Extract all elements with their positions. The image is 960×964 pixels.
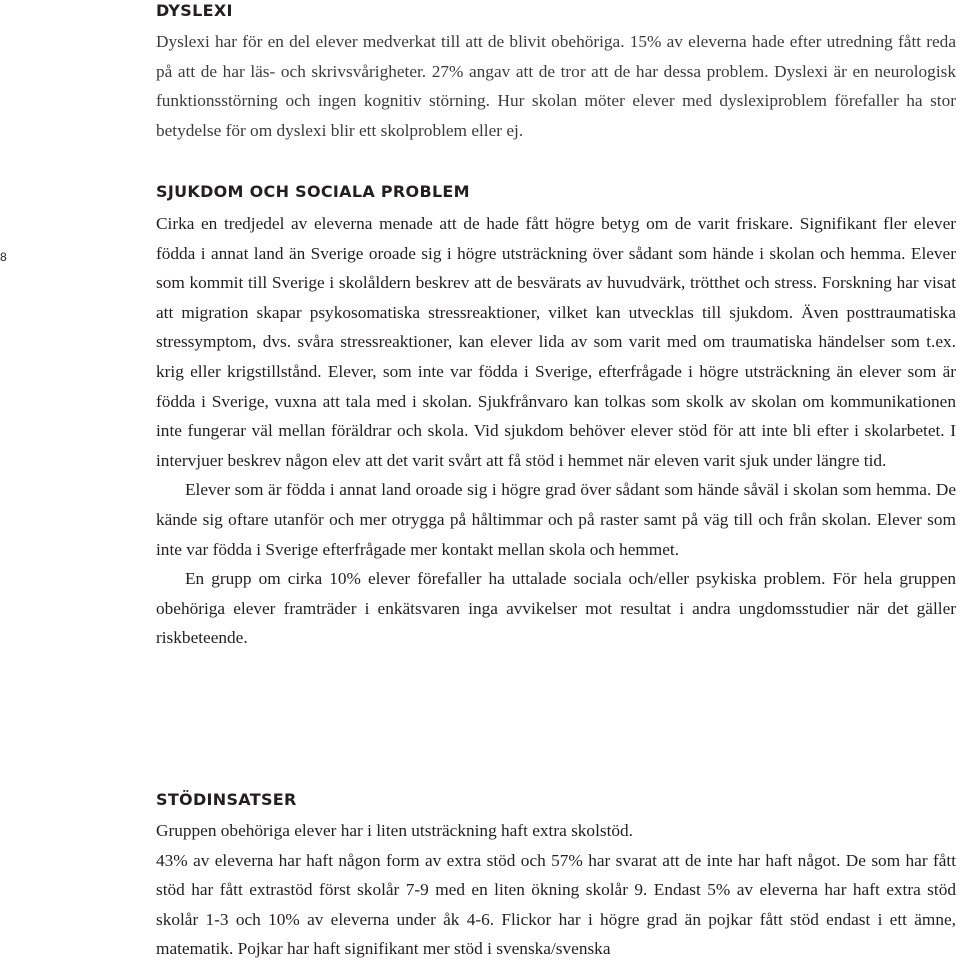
section-heading: STÖDINSATSER <box>156 790 297 809</box>
section-body <box>156 816 956 964</box>
section-heading: SJUKDOM OCH SOCIALA PROBLEM <box>156 182 470 201</box>
section-body <box>156 27 956 145</box>
paragraph: Gruppen obehöriga elever har i liten utsträckning haft extra skolstöd. <box>156 821 634 840</box>
paragraph: En grupp om cirka 10% elever förefaller ha uttalade sociala och/eller psykiska problem. För hela gruppen obehöriga elever framträder i enkätsvaren inga avvikelser mot resultat i andra ungdomsstudier när det gäller riskbeteende. <box>156 569 956 648</box>
paragraph: Elever som är födda i annat land oroade sig i högre grad över sådant som hände såväl i skolan som hemma. De kände sig oftare utanför och mer otrygga på håltimmar och på raster samt på väg till och från skolan. Elever som inte var födda i Sverige efterfrågade mer kontakt mellan skola och hemmet. <box>156 480 956 559</box>
page-number: 8 <box>0 250 7 264</box>
paragraph: Dyslexi har för en del elever medverkat till att de blivit obehöriga. 15% av eleverna hade efter utredning fått reda på att de har läs- och skrivsvårigheter. 27% angav att de tror att de har dessa problem. Dyslexi är en neurologisk funktionsstörning och ingen kognitiv störning. Hur skolan möter elever med dyslexiproblem förefaller ha stor betydelse för om dyslexi blir ett skolproblem eller ej. <box>156 32 956 140</box>
section-body <box>156 209 956 653</box>
paragraph: Cirka en tredjedel av eleverna menade att de hade fått högre betyg om de varit friskare. Signifikant fler elever födda i annat land än Sverige oroade sig i högre utsträckning över sådant som hände i skolan och hemma. Elever som kommit till Sverige i skolåldern beskrev att de besvärats av huvudvärk, trötthet och stress. Forskning har visat att migration skapar psykosomatiska stressreaktioner, vilket kan utvecklas till sjukdom. Även posttraumatiska stressymptom, dvs. svåra stressreaktioner, kan elever lida av som varit med om traumatiska händelser som t.ex. krig eller krigstillstånd. Elever, som inte var födda i Sverige, efterfrågade i högre utsträckning än elever som är födda i Sverige, vuxna att tala med i skolan. Sjukfrånvaro kan tolkas som skolk av skolan om kommunikationen inte fungerar väl mellan föräldrar och skola. Vid sjukdom behöver elever stöd för att inte bli efter i skolarbetet. I intervjuer beskrev någon elev att det varit svårt att få stöd i hemmet när eleven varit sjuk under längre tid. <box>156 214 956 470</box>
section-heading: DYSLEXI <box>156 1 233 20</box>
paragraph: 43% av eleverna har haft någon form av extra stöd och 57% har svarat att de inte har haft något. De som har fått stöd har fått extrastöd först skolår 7-9 med en liten ökning skolår 9. Endast 5% av eleverna har haft extra stöd skolår 1-3 och 10% av eleverna under åk 4-6. Flickor har i högre grad än pojkar fått stöd endast i ett ämne, matematik. Pojkar har haft signifikant mer stöd i svenska/svenska <box>156 850 956 959</box>
